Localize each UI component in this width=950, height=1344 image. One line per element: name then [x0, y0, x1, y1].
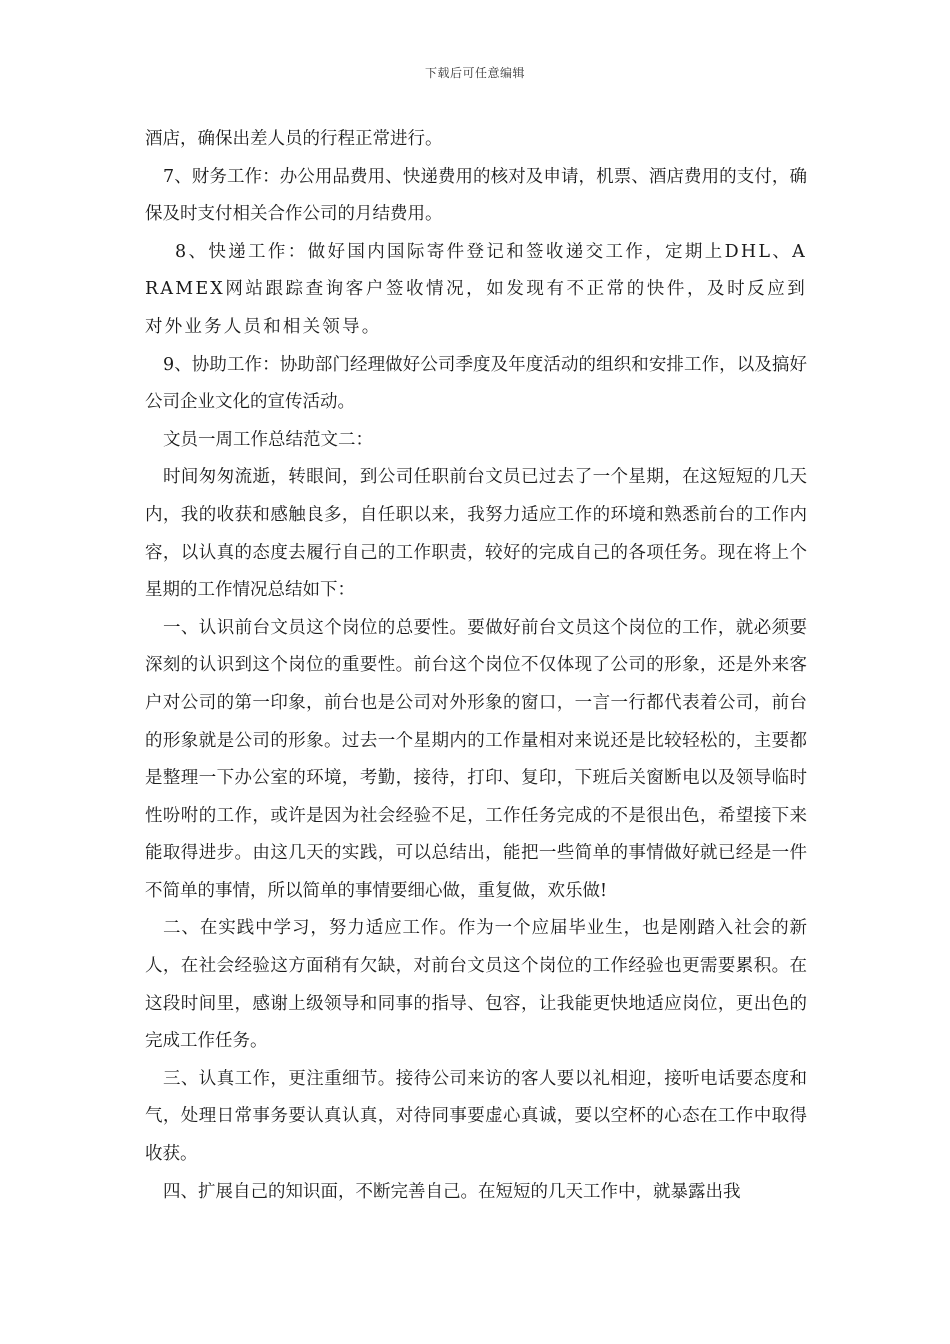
paragraph-assist-work: 9、协助工作：协助部门经理做好公司季度及年度活动的组织和安排工作，以及搞好公司企业文化的宣传活动。	[145, 354, 807, 413]
paragraph-finance-work: 7、财务工作：办公用品费用、快递费用的核对及申请，机票、酒店费用的支付，确保及时支付相关合作公司的月结费用。	[145, 166, 807, 225]
paragraph-point-four: 四、扩展自己的知识面，不断完善自己。在短短的几天工作中，就暴露出我	[163, 1181, 741, 1202]
paragraph-point-three: 三、认真工作，更注重细节。接待公司来访的客人要以礼相迎，接听电话要态度和气，处理日常事务要认真认真，对待同事要虚心真诚，要以空杯的心态在工作中取得收获。	[145, 1068, 807, 1165]
paragraph-point-two: 二、在实践中学习，努力适应工作。作为一个应届毕业生，也是刚踏入社会的新人，在社会经验这方面稍有欠缺，对前台文员这个岗位的工作经验也更需要累积。在这段时间里，感谢上级领导和同事的指导、包容，让我能更快地适应岗位，更出色的完成工作任务。	[145, 918, 807, 1052]
paragraph-hotel-continuation: 酒店，确保出差人员的行程正常进行。	[145, 129, 443, 149]
paragraph-intro: 时间匆匆流逝，转眼间，到公司任职前台文员已过去了一个星期，在这短短的几天内，我的收获和感触良多，自任职以来，我努力适应工作的环境和熟悉前台的工作内容，以认真的态度去履行自己的工作职责，较好的完成自己的各项任务。现在将上个星期的工作情况总结如下：	[145, 467, 807, 601]
page-header: 下载后可任意编辑	[424, 66, 525, 80]
document-body	[145, 121, 807, 1211]
section-heading-sample-two: 文员一周工作总结范文二：	[163, 429, 373, 450]
paragraph-point-one: 一、认识前台文员这个岗位的总要性。要做好前台文员这个岗位的工作，就必须要深刻的认识到这个岗位的重要性。前台这个岗位不仅体现了公司的形象，还是外来客户对公司的第一印象，前台也是公司对外形象的窗口，一言一行都代表着公司，前台的形象就是公司的形象。过去一个星期内的工作量相对来说还是比较轻松的，主要都是整理一下办公室的环境，考勤，接待，打印、复印，下班后关窗断电以及领导临时性吩咐的工作，或许是因为社会经验不足，工作任务完成的不是很出色，希望接下来能取得进步。由这几天的实践，可以总结出，能把一些简单的事情做好就已经是一件不简单的事情，所以简单的事情要细心做，重复做，欢乐做!	[145, 617, 807, 901]
paragraph-courier-work: 8、快递工作：做好国内国际寄件登记和签收递交工作，定期上DHL、ARAMEX网站跟踪查询客户签收情况，如发现有不正常的快件，及时反应到对外业务人员和相关领导。	[145, 241, 807, 337]
